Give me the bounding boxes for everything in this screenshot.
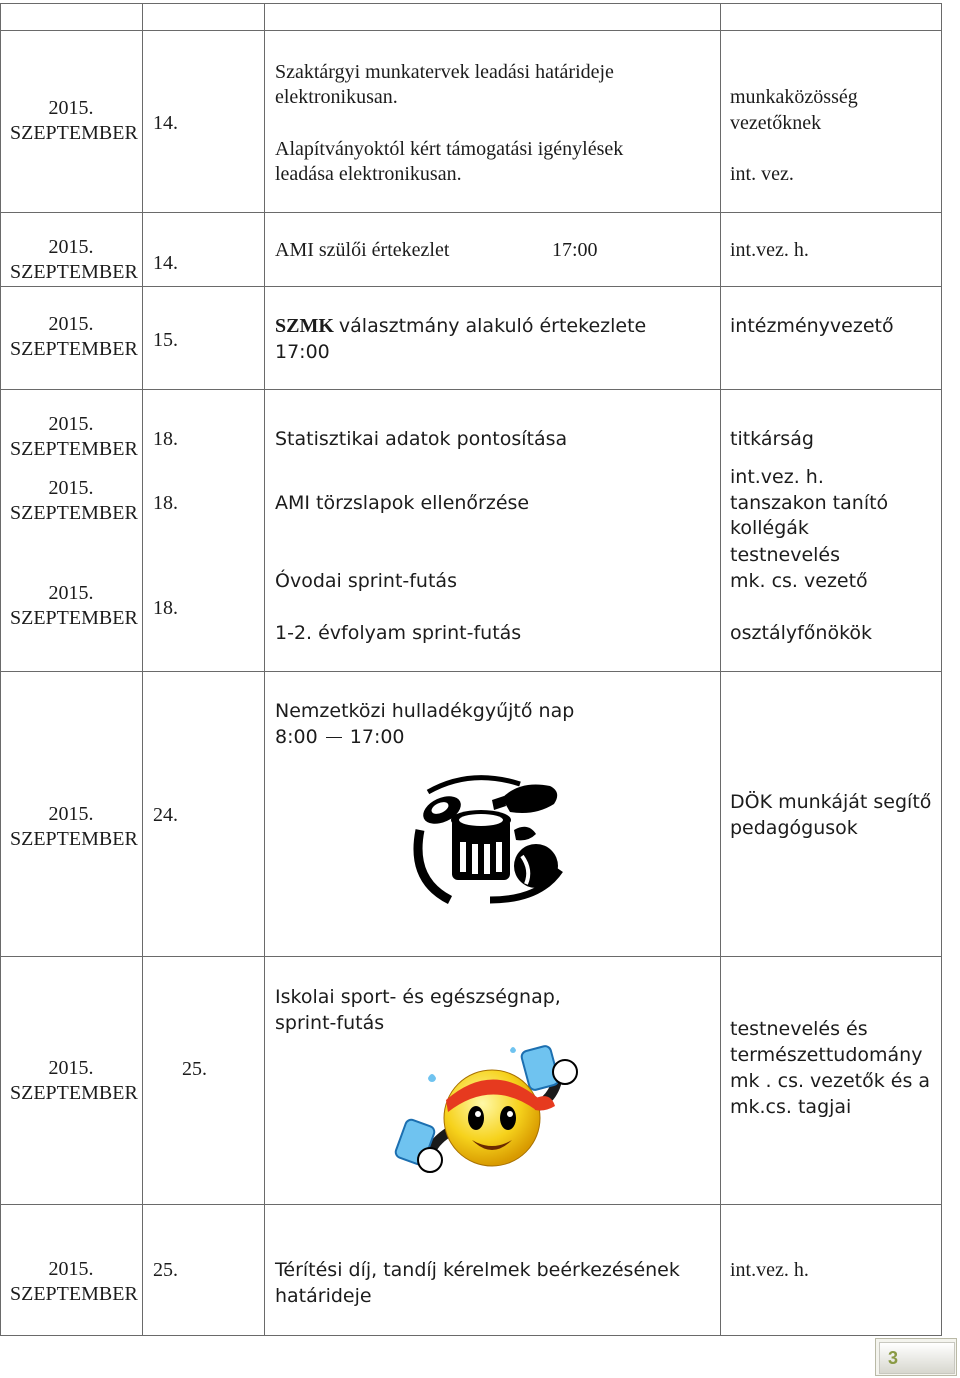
event-text: Alapítványoktól kért támogatási igénylések [275,138,624,160]
event-time [275,724,405,750]
responsible-text: int.vez. h. [730,466,824,488]
responsible-text: testnevelés [730,544,841,566]
recycling-trash-icon [410,770,570,910]
event-time: 17:00 [552,239,598,261]
date-cell: 2015. SZEPTEMBER [10,477,138,524]
time-dash [326,737,342,738]
col-border [142,3,143,1336]
event-text: Iskolai sport- és egészségnap, [275,986,561,1008]
time-from: 8:00 [275,726,318,748]
day-cell: 24. [153,804,178,826]
smiley-dumbbell-icon [380,1030,600,1190]
responsible-text: int. vez. [730,163,794,185]
day-cell: 18. [153,597,178,619]
responsible-text: testnevelés és [730,1018,868,1040]
event-text: Statisztikai adatok pontosítása [275,428,568,450]
day-cell: 25. [182,1058,207,1080]
responsible-text: tanszakon tanító [730,492,889,514]
col-border [941,3,942,1336]
responsible-text: mk. cs. vezető [730,570,868,592]
date-cell: 2015. SZEPTEMBER [10,236,138,283]
event-bold: SZMK [275,315,334,337]
responsible-text: természettudomány [730,1044,923,1066]
event-text: 1-2. évfolyam sprint-futás [275,622,522,644]
page-number-box [875,1338,957,1376]
col-border [720,3,721,1336]
day-cell: 15. [153,329,178,351]
responsible-text: int.vez. h. [730,239,809,261]
time-to: 17:00 [349,726,405,748]
responsible-text: titkárság [730,428,814,450]
date-cell: 2015. SZEPTEMBER [10,313,138,360]
event-text: határideje [275,1285,372,1307]
event-text: leadása elektronikusan. [275,163,462,185]
event-time: 17:00 [275,341,330,363]
col-border [264,3,265,1336]
event-text: Óvodai sprint-futás [275,570,457,592]
col-border [0,3,1,1336]
responsible-text: pedagógusok [730,817,858,839]
day-cell: 25. [153,1259,178,1281]
event-text: Szaktárgyi munkatervek leadási határideje [275,61,614,83]
event-rest: választmány alakuló értekezlete [338,315,647,337]
responsible-text: vezetőknek [730,112,822,134]
date-cell: 2015. SZEPTEMBER [10,1258,138,1305]
responsible-text: mk . cs. vezetők és a [730,1070,931,1092]
responsible-text: int.vez. h. [730,1259,809,1281]
date-cell: 2015. SZEPTEMBER [10,413,138,460]
event-text: elektronikusan. [275,86,398,108]
responsible-text: kollégák [730,517,809,539]
responsible-text: intézményvezető [730,315,894,337]
day-cell: 14. [153,112,178,134]
event-text: AMI szülői értekezlet [275,239,450,261]
responsible-text: DÖK munkáját segítő [730,791,932,813]
page-number: 3 [879,1342,955,1374]
day-cell: 18. [153,492,178,514]
responsible-text: osztályfőnökök [730,622,873,644]
date-cell: 2015. SZEPTEMBER [10,582,138,629]
event-text: Térítési díj, tandíj kérelmek beérkezésének [275,1259,680,1281]
date-cell: 2015. SZEPTEMBER [10,803,138,850]
event-text: Nemzetközi hulladékgyűjtő nap [275,700,575,722]
date-cell: 2015. SZEPTEMBER [10,97,138,144]
date-cell: 2015. SZEPTEMBER [10,1057,138,1104]
event-text: AMI törzslapok ellenőrzése [275,492,530,514]
responsible-text: mk.cs. tagjai [730,1096,852,1118]
event-text: sprint-futás [275,1012,385,1034]
day-cell: 14. [153,252,178,274]
day-cell: 18. [153,428,178,450]
responsible-text: munkaközösség [730,86,858,108]
event-text [275,313,646,339]
